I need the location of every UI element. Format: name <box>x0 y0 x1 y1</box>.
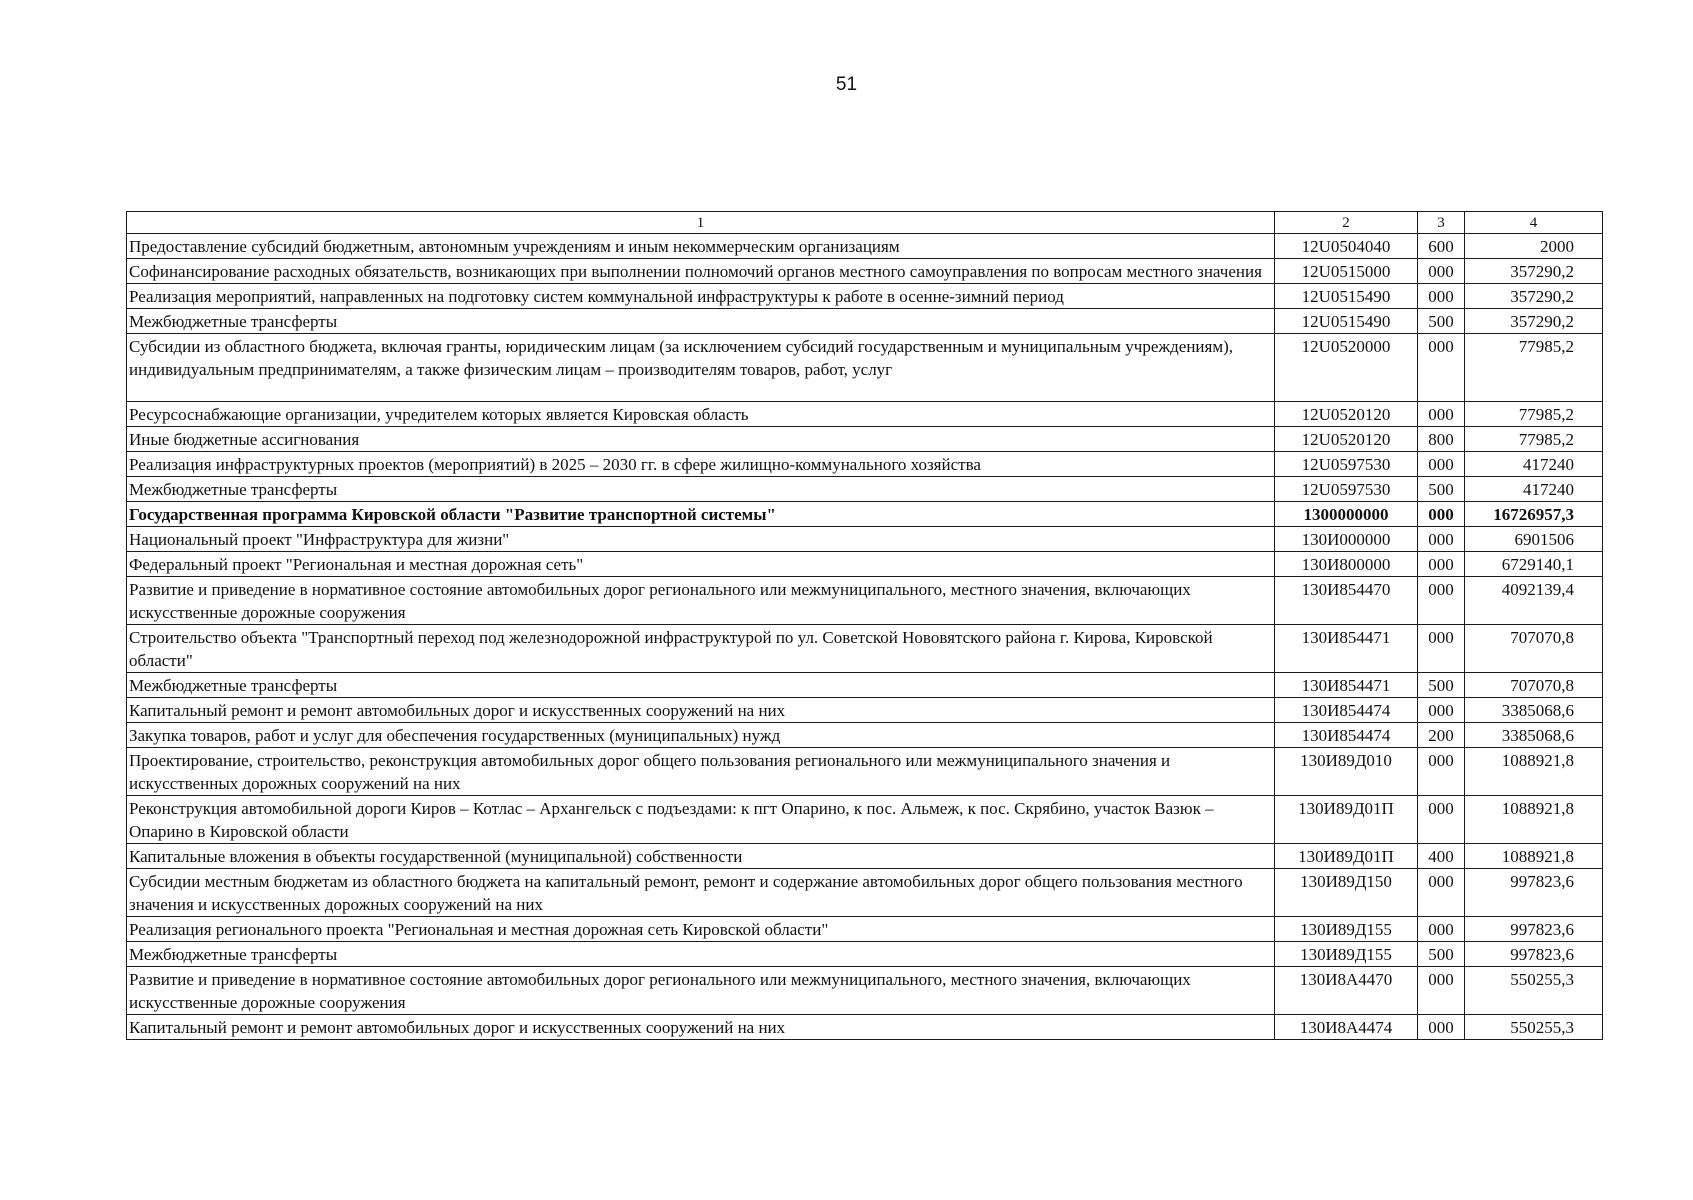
row-amount-cell: 707070,8 <box>1465 625 1603 673</box>
header-cell-name: 1 <box>127 212 1275 234</box>
row-name-cell: Субсидии местным бюджетам из областного бюджета на капитальный ремонт, ремонт и содержание автомобильных дорог общего пользования местного значения и искусственных дорожных сооружений на них <box>127 869 1275 917</box>
row-code-cell: 12U0515490 <box>1275 284 1418 309</box>
table-row <box>127 452 1603 477</box>
row-amount-cell: 1088921,8 <box>1465 844 1603 869</box>
row-type-cell: 000 <box>1418 402 1465 427</box>
row-name-cell: Капитальные вложения в объекты государственной (муниципальной) собственности <box>127 844 1275 869</box>
table-row <box>127 673 1603 698</box>
row-amount-cell: 77985,2 <box>1465 427 1603 452</box>
header-cell-type: 3 <box>1418 212 1465 234</box>
table-row <box>127 234 1603 259</box>
row-code-cell: 130И89Д155 <box>1275 942 1418 967</box>
row-amount-cell: 417240 <box>1465 477 1603 502</box>
table-row <box>127 427 1603 452</box>
row-name-cell: Реализация регионального проекта "Региональная и местная дорожная сеть Кировской области" <box>127 917 1275 942</box>
row-code-cell: 130И854470 <box>1275 577 1418 625</box>
row-type-cell: 000 <box>1418 577 1465 625</box>
row-type-cell: 500 <box>1418 942 1465 967</box>
row-code-cell: 130И854474 <box>1275 698 1418 723</box>
row-name-cell: Развитие и приведение в нормативное состояние автомобильных дорог регионального или межмуниципального, местного значения, включающих искусственные дорожные сооружения <box>127 967 1275 1015</box>
row-amount-cell: 2000 <box>1465 234 1603 259</box>
row-type-cell: 000 <box>1418 869 1465 917</box>
row-name-cell: Закупка товаров, работ и услуг для обеспечения государственных (муниципальных) нужд <box>127 723 1275 748</box>
row-amount-cell: 77985,2 <box>1465 402 1603 427</box>
row-type-cell: 400 <box>1418 844 1465 869</box>
row-code-cell: 130И854474 <box>1275 723 1418 748</box>
table-row <box>127 723 1603 748</box>
row-type-cell: 000 <box>1418 552 1465 577</box>
table-row <box>127 1015 1603 1040</box>
row-type-cell: 000 <box>1418 748 1465 796</box>
row-amount-cell: 707070,8 <box>1465 673 1603 698</box>
row-code-cell: 12U0520120 <box>1275 427 1418 452</box>
row-amount-cell: 3385068,6 <box>1465 723 1603 748</box>
row-type-cell: 000 <box>1418 917 1465 942</box>
row-name-cell: Ресурсоснабжающие организации, учредителем которых является Кировская область <box>127 402 1275 427</box>
row-amount-cell: 6901506 <box>1465 527 1603 552</box>
row-name-cell: Капитальный ремонт и ремонт автомобильных дорог и искусственных сооружений на них <box>127 698 1275 723</box>
row-name-cell: Государственная программа Кировской области "Развитие транспортной системы" <box>127 502 1275 527</box>
row-type-cell: 800 <box>1418 427 1465 452</box>
row-code-cell: 130И89Д010 <box>1275 748 1418 796</box>
row-type-cell: 000 <box>1418 527 1465 552</box>
row-code-cell: 130И89Д150 <box>1275 869 1418 917</box>
row-type-cell: 000 <box>1418 796 1465 844</box>
row-code-cell: 130И89Д01П <box>1275 796 1418 844</box>
row-name-cell: Развитие и приведение в нормативное состояние автомобильных дорог регионального или межмуниципального, местного значения, включающих искусственные дорожные сооружения <box>127 577 1275 625</box>
row-amount-cell: 16726957,3 <box>1465 502 1603 527</box>
row-name-cell: Межбюджетные трансферты <box>127 309 1275 334</box>
row-name-cell: Предоставление субсидий бюджетным, автономным учреждениям и иным некоммерческим организациям <box>127 234 1275 259</box>
table-row <box>127 796 1603 844</box>
row-code-cell: 12U0597530 <box>1275 477 1418 502</box>
row-amount-cell: 4092139,4 <box>1465 577 1603 625</box>
table-row <box>127 917 1603 942</box>
row-code-cell: 12U0515000 <box>1275 259 1418 284</box>
row-name-cell: Капитальный ремонт и ремонт автомобильных дорог и искусственных сооружений на них <box>127 1015 1275 1040</box>
row-code-cell: 130И854471 <box>1275 673 1418 698</box>
row-type-cell: 000 <box>1418 1015 1465 1040</box>
page-number: 51 <box>835 74 858 95</box>
row-code-cell: 12U0504040 <box>1275 234 1418 259</box>
table-body <box>127 212 1603 1040</box>
row-amount-cell: 417240 <box>1465 452 1603 477</box>
row-type-cell: 600 <box>1418 234 1465 259</box>
row-type-cell: 500 <box>1418 309 1465 334</box>
row-type-cell: 000 <box>1418 452 1465 477</box>
header-cell-amount: 4 <box>1465 212 1603 234</box>
table-row <box>127 284 1603 309</box>
table-row <box>127 402 1603 427</box>
row-amount-cell: 1088921,8 <box>1465 748 1603 796</box>
row-amount-cell: 357290,2 <box>1465 309 1603 334</box>
row-amount-cell: 1088921,8 <box>1465 796 1603 844</box>
table-row <box>127 942 1603 967</box>
row-name-cell: Межбюджетные трансферты <box>127 942 1275 967</box>
row-code-cell: 130И800000 <box>1275 552 1418 577</box>
row-code-cell: 130И89Д01П <box>1275 844 1418 869</box>
row-code-cell: 130И89Д155 <box>1275 917 1418 942</box>
table-row <box>127 502 1603 527</box>
row-name-cell: Реализация инфраструктурных проектов (мероприятий) в 2025 – 2030 гг. в сфере жилищно-коммунального хозяйства <box>127 452 1275 477</box>
row-code-cell: 130И854471 <box>1275 625 1418 673</box>
row-name-cell: Проектирование, строительство, реконструкция автомобильных дорог общего пользования регионального или межмуниципального значения и искусственных дорожных сооружений на них <box>127 748 1275 796</box>
row-amount-cell: 357290,2 <box>1465 284 1603 309</box>
row-type-cell: 500 <box>1418 673 1465 698</box>
table-row <box>127 967 1603 1015</box>
row-code-cell: 130И000000 <box>1275 527 1418 552</box>
row-amount-cell: 550255,3 <box>1465 1015 1603 1040</box>
row-name-cell: Межбюджетные трансферты <box>127 477 1275 502</box>
row-code-cell: 1300000000 <box>1275 502 1418 527</box>
table-row <box>127 748 1603 796</box>
table-row <box>127 577 1603 625</box>
table-row <box>127 552 1603 577</box>
table-row <box>127 309 1603 334</box>
row-type-cell: 000 <box>1418 334 1465 402</box>
row-name-cell: Софинансирование расходных обязательств, возникающих при выполнении полномочий органов местного самоуправления по вопросам местного значения <box>127 259 1275 284</box>
row-type-cell: 000 <box>1418 625 1465 673</box>
row-name-cell: Федеральный проект "Региональная и местная дорожная сеть" <box>127 552 1275 577</box>
row-code-cell: 12U0597530 <box>1275 452 1418 477</box>
table-row <box>127 259 1603 284</box>
row-name-cell: Национальный проект "Инфраструктура для жизни" <box>127 527 1275 552</box>
row-type-cell: 000 <box>1418 259 1465 284</box>
table-row <box>127 334 1603 402</box>
row-name-cell: Иные бюджетные ассигнования <box>127 427 1275 452</box>
row-type-cell: 000 <box>1418 698 1465 723</box>
row-name-cell: Строительство объекта "Транспортный переход под железнодорожной инфраструктурой по ул. Советской Нововятского района г. Кирова, Кировской области" <box>127 625 1275 673</box>
table-header-row <box>127 212 1603 234</box>
row-amount-cell: 997823,6 <box>1465 942 1603 967</box>
row-amount-cell: 997823,6 <box>1465 917 1603 942</box>
budget-table <box>126 211 1603 1040</box>
table-row <box>127 477 1603 502</box>
row-type-cell: 000 <box>1418 284 1465 309</box>
row-code-cell: 130И8А4474 <box>1275 1015 1418 1040</box>
row-code-cell: 12U0520120 <box>1275 402 1418 427</box>
row-amount-cell: 357290,2 <box>1465 259 1603 284</box>
row-amount-cell: 3385068,6 <box>1465 698 1603 723</box>
row-code-cell: 12U0515490 <box>1275 309 1418 334</box>
row-type-cell: 500 <box>1418 477 1465 502</box>
row-type-cell: 000 <box>1418 502 1465 527</box>
row-name-cell: Реконструкция автомобильной дороги Киров – Котлас – Архангельск с подъездами: к пгт Опарино, к пос. Альмеж, к пос. Скрябино, участок Вазюк – Опарино в Кировской области <box>127 796 1275 844</box>
row-amount-cell: 6729140,1 <box>1465 552 1603 577</box>
table-row <box>127 698 1603 723</box>
row-type-cell: 200 <box>1418 723 1465 748</box>
row-amount-cell: 550255,3 <box>1465 967 1603 1015</box>
row-name-cell: Субсидии из областного бюджета, включая гранты, юридическим лицам (за исключением субсидий государственным и муниципальным учреждениям), индивидуальным предпринимателям, а также физическим лицам – производителям товаров, работ, услуг <box>127 334 1275 402</box>
table-row <box>127 625 1603 673</box>
table-row <box>127 844 1603 869</box>
row-amount-cell: 77985,2 <box>1465 334 1603 402</box>
header-cell-code: 2 <box>1275 212 1418 234</box>
row-name-cell: Реализация мероприятий, направленных на подготовку систем коммунальной инфраструктуры к работе в осенне-зимний период <box>127 284 1275 309</box>
row-code-cell: 130И8А4470 <box>1275 967 1418 1015</box>
table-row <box>127 869 1603 917</box>
row-amount-cell: 997823,6 <box>1465 869 1603 917</box>
row-name-cell: Межбюджетные трансферты <box>127 673 1275 698</box>
row-type-cell: 000 <box>1418 967 1465 1015</box>
row-code-cell: 12U0520000 <box>1275 334 1418 402</box>
table-row <box>127 527 1603 552</box>
